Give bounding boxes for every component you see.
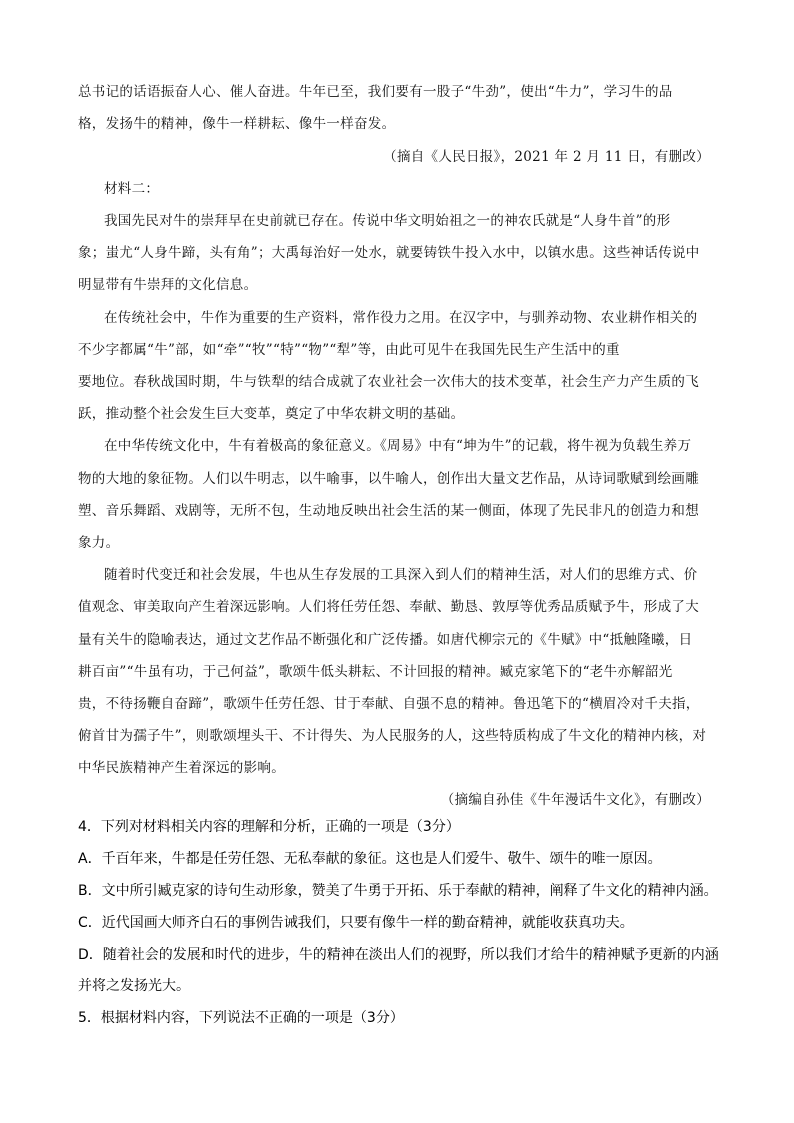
material2-source: （摘编自孙佳《牛年漫话牛文化》，有删改） [440,792,710,808]
material2-para4-line-4: 耕百亩”“牛虽有功，于己何益”，歌颂牛低头耕耘、不计回报的精神。臧克家笔下的“老牛亦解韶光 [78,664,673,680]
material2-para1-line-3: 明显带有牛崇拜的文化信息。 [78,277,258,293]
material1-line-2: 格，发扬牛的精神，像牛一样耕耘、像牛一样奋发。 [78,116,396,132]
material2-para2-line-1: 在传统社会中，牛作为重要的生产资料，常作役力之用。在汉字中，与驯养动物、农业耕作相关的 [104,310,698,326]
material2-para3-line-3: 塑、音乐舞蹈、戏剧等，无所不包，生动地反映出社会生活的某一侧面，体现了先民非凡的创造力和想 [78,503,699,519]
material2-para1-line-2: 象；蚩尤“人身牛蹄，头有角”；大禹每治好一处水，就要铸铁牛投入水中，以镇水患。这些神话传说中 [78,245,700,261]
material2-para4-line-1: 随着时代变迁和社会发展，牛也从生存发展的工具深入到人们的精神生活，对人们的思维方式、价 [104,567,698,583]
material2-para4-line-5: 贵，不待扬鞭自奋蹄”，歌颂牛任劳任怨、甘于奉献、自强不息的精神。鲁迅笔下的“横眉冷对千夫指， [78,696,700,712]
material2-para4-line-7: 中华民族精神产生着深远的影响。 [78,760,285,776]
question-4-option-a: A．千百年来，牛都是任劳任怨、无私奉献的象征。这也是人们爱牛、敬牛、颂牛的唯一原因。 [78,851,662,867]
material2-para3-line-1: 在中华传统文化中，牛有着极高的象征意义。《周易》中有“坤为牛”的记载，将牛视为负载生养万 [104,438,692,454]
question-4-option-d: D．随着社会的发展和时代的进步，牛的精神在淡出人们的视野，所以我们才给牛的精神赋予更新的内涵 [78,947,719,963]
material2-para4-line-3: 量有关牛的隐喻表达，通过文艺作品不断强化和广泛传播。如唐代柳宗元的《牛赋》中“抵触隆曦，日 [78,632,693,648]
material2-para4-line-6: 俯首甘为孺子牛”，则歌颂埋头干、不计得失、为人民服务的人，这些特质构成了牛文化的精神内核，对 [78,728,707,744]
material2-para3-line-4: 象力。 [78,535,120,551]
material2-para3-line-2: 物的大地的象征物。人们以牛明志，以牛喻事，以牛喻人，创作出大量文艺作品，从诗词歌赋到绘画雕 [78,471,699,487]
material2-para2-line-3: 要地位。春秋战国时期，牛与铁犁的结合成就了农业社会一次伟大的技术变革，社会生产力产生质的飞 [78,374,699,390]
material2-para2-line-2: 不少字都属“牛”部，如“牵”“牧”“特”“物”“犁”等，由此可见牛在我国先民生产生活中的重 [78,342,620,358]
material2-para1-line-1: 我国先民对牛的崇拜早在史前就已存在。传说中华文明始祖之一的神农氏就是“人身牛首”的形 [104,213,671,229]
material1-line-1: 总书记的话语振奋人心、催人奋进。牛年已至，我们要有一股子“牛劲”，使出“牛力”，学习牛的品 [78,84,673,100]
question-4-option-d-continued: 并将之发扬光大。 [78,978,190,994]
material2-heading: 材料二： [104,181,160,197]
question-4-option-c: C．近代国画大师齐白石的事例告诫我们，只要有像牛一样的勤奋精神，就能收获真功夫。 [78,915,634,931]
material2-para4-line-2: 值观念、审美取向产生着深远影响。人们将任劳任怨、奉献、勤恳、敦厚等优秀品质赋予牛，形成了大 [78,599,699,615]
question-4-stem: 4．下列对材料相关内容的理解和分析，正确的一项是（3分） [78,819,460,835]
material2-para2-line-4: 跃，推动整个社会发生巨大变革，奠定了中华农耕文明的基础。 [78,406,465,422]
material1-source: （摘自《人民日报》，2021 年 2 月 11 日，有删改） [383,149,710,165]
question-5-stem: 5．根据材料内容，下列说法不正确的一项是（3分） [78,1010,404,1026]
question-4-option-b: B．文中所引臧克家的诗句生动形象，赞美了牛勇于开拓、乐于奉献的精神，阐释了牛文化的精神内涵。 [78,883,718,899]
